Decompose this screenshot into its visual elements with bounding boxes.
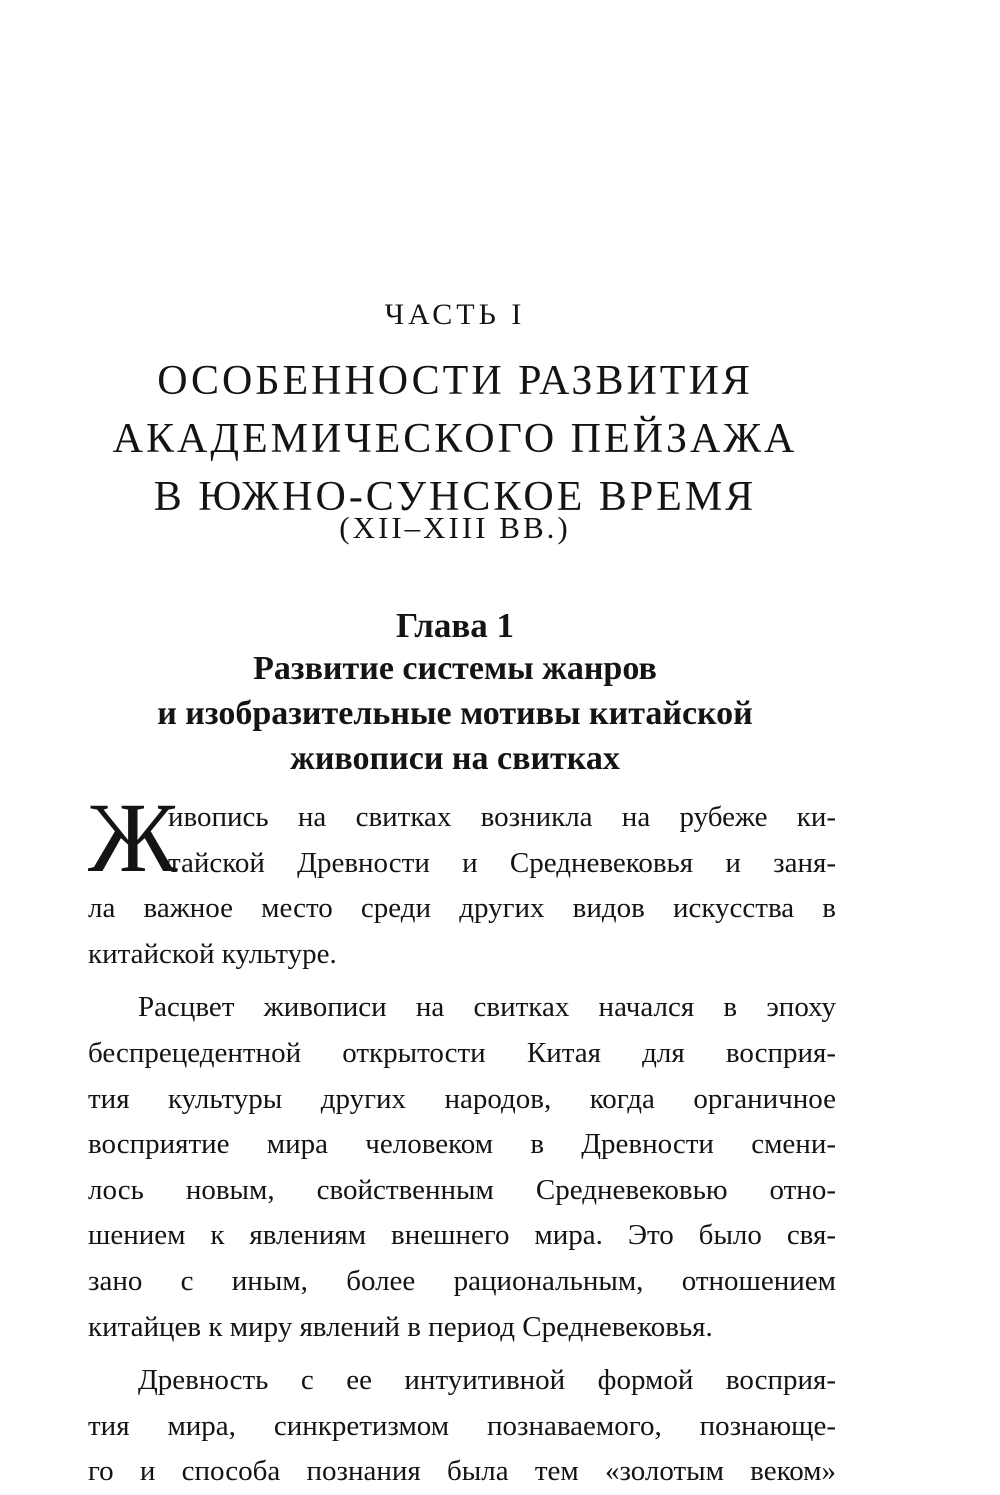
body-text (88, 782, 836, 1495)
text-line: китайской культуре. (88, 937, 337, 970)
text-line: го и способа познания была тем «золотым веком» (88, 1455, 836, 1488)
text-line: лось новым, свойственным Средневековью отно- (88, 1173, 836, 1206)
chapter-title-line: и изобразительные мотивы китайской (157, 695, 753, 732)
text-line: тия мира, синкретизмом познаваемого, познающе- (88, 1409, 836, 1442)
text-line: беспрецедентной открытости Китая для восприя- (88, 1036, 836, 1069)
drop-cap: Ж (88, 782, 178, 893)
part-title-line: АКАДЕМИЧЕСКОГО ПЕЙЗАЖА (112, 416, 798, 462)
text-line: ла важное место среди других видов искусства в (88, 892, 836, 925)
chapter-label: Глава 1 (395, 606, 515, 645)
paragraph (88, 985, 836, 1350)
part-label: ЧАСТЬ I (384, 298, 526, 331)
text-line: зано с иным, более рациональным, отношением (88, 1264, 836, 1297)
text-line: тайской Древности и Средневековья и заня- (168, 846, 836, 879)
text-line: китайцев к миру явлений в период Средневековья. (88, 1310, 713, 1343)
text-line: тия культуры других народов, когда органичное (88, 1082, 836, 1115)
text-line: Древность с ее интуитивной формой восприя- (138, 1364, 836, 1397)
chapter-title (0, 646, 910, 781)
paragraph (88, 782, 836, 977)
part-title (0, 352, 910, 526)
chapter-title-line: живописи на свитках (290, 740, 620, 777)
part-title-line: В ЮЖНО-СУНСКОЕ ВРЕМЯ (153, 474, 757, 520)
part-period: (XII–XIII ВВ.) (339, 510, 571, 545)
text-line: восприятие мира человеком в Древности смени- (88, 1128, 836, 1161)
text-line: Расцвет живописи на свитках начался в эпоху (138, 991, 836, 1024)
text-line: шением к явлениям внешнего мира. Это было свя- (88, 1219, 836, 1252)
part-title-line: ОСОБЕННОСТИ РАЗВИТИЯ (157, 358, 753, 404)
chapter-title-line: Развитие системы жанров (253, 650, 657, 687)
paragraph (88, 1358, 836, 1495)
text-line: ивопись на свитках возникла на рубеже ки- (168, 801, 836, 833)
